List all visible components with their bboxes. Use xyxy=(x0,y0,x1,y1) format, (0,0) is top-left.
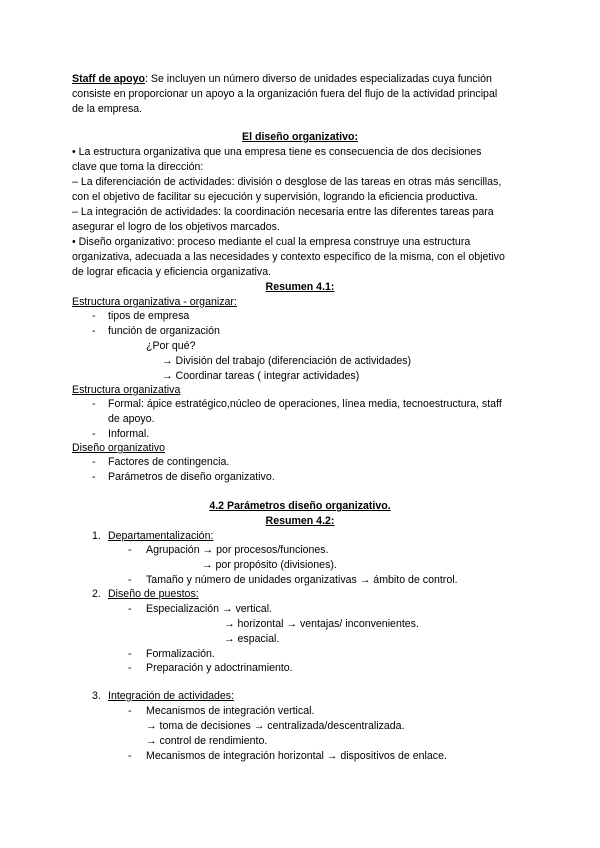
list-dash: - xyxy=(92,398,96,410)
list-item: tipos de empresa xyxy=(108,310,190,322)
mecanismos-horizontal-item: Mecanismos de integración horizontal → dispositivos de enlace. xyxy=(146,750,447,762)
list-dash: - xyxy=(128,603,132,615)
list-dash: - xyxy=(92,310,96,322)
list-item: función de organización xyxy=(108,325,220,337)
list-dash: - xyxy=(128,544,132,556)
arrow-division: → División del trabajo (diferenciación de actividades) xyxy=(162,355,412,367)
departamentalizacion-label: Departamentalización: xyxy=(108,530,214,542)
staff-term: Staff de apoyo xyxy=(72,73,145,85)
list-dash: - xyxy=(92,456,96,468)
list-dash: - xyxy=(128,662,132,674)
list-item: Parámetros de diseño organizativo. xyxy=(108,471,275,483)
agrupacion-item: Agrupación → por procesos/funciones. xyxy=(146,544,329,556)
diseno-line-4: con el objetivo de facilitar su ejecución y supervisión, logrando la eficiencia productiva. xyxy=(72,191,478,203)
toma-decisiones-item: → toma de decisiones → centralizada/descentralizada. xyxy=(146,720,405,732)
tamano-item: Tamaño y número de unidades organizativas → ámbito de control. xyxy=(146,574,458,586)
list-number-3: 3. xyxy=(92,690,101,702)
staff-line1-rest: : Se incluyen un número diverso de unidades especializadas cuya función xyxy=(145,73,492,85)
mecanismos-vertical-item: Mecanismos de integración vertical. xyxy=(146,705,315,717)
diseno-line-5: – La integración de actividades: la coordinación necesaria entre las diferentes tareas para xyxy=(72,206,494,218)
estructura-heading: Estructura organizativa xyxy=(72,384,181,396)
staff-paragraph-line-2: consiste en proporcionar un apoyo a la organización fuera del flujo de la actividad principal xyxy=(72,88,498,100)
list-item: Factores de contingencia. xyxy=(108,456,230,468)
section-42-title: 4.2 Parámetros diseño organizativo. xyxy=(209,500,391,512)
list-item-formal-cont: de apoyo. xyxy=(108,413,155,425)
integracion-label: Integración de actividades: xyxy=(108,690,235,702)
diseno-line-7: • Diseño organizativo: proceso mediante el cual la empresa construye una estructura xyxy=(72,236,471,248)
list-dash: - xyxy=(128,574,132,586)
list-dash: - xyxy=(92,428,96,440)
resumen-42-title: Resumen 4.2: xyxy=(265,515,335,527)
list-dash: - xyxy=(128,648,132,660)
list-dash: - xyxy=(128,705,132,717)
especializacion-item: Especialización → vertical. xyxy=(146,603,272,615)
diseno-heading: Diseño organizativo xyxy=(72,442,166,454)
diseno-puestos-label: Diseño de puestos: xyxy=(108,588,199,600)
staff-paragraph-line-1 xyxy=(72,73,492,86)
control-rendimiento-item: → control de rendimiento. xyxy=(146,735,268,747)
list-dash: - xyxy=(92,325,96,337)
preparacion-item: Preparación y adoctrinamiento. xyxy=(146,662,293,674)
resumen-41-title: Resumen 4.1: xyxy=(265,281,335,293)
proposito-item: → por propósito (divisiones). xyxy=(202,559,337,571)
diseno-title: El diseño organizativo: xyxy=(242,131,358,143)
list-number-2: 2. xyxy=(92,588,101,600)
list-item-formal: Formal: ápice estratégico,núcleo de operaciones, línea media, tecnoestructura, staff xyxy=(108,398,502,410)
formalizacion-item: Formalización. xyxy=(146,648,215,660)
diseno-line-6: asegurar el logro de los objetivos marcados. xyxy=(72,221,280,233)
diseno-line-2: clave que toma la dirección: xyxy=(72,161,204,173)
list-dash: - xyxy=(92,471,96,483)
list-number-1: 1. xyxy=(92,530,101,542)
list-item-informal: Informal. xyxy=(108,428,150,440)
diseno-line-1: • La estructura organizativa que una empresa tiene es consecuencia de dos decisiones xyxy=(72,146,482,158)
horizontal-item: → horizontal → ventajas/ inconvenientes. xyxy=(224,618,419,630)
diseno-line-9: de lograr eficacia y eficiencia organizativa. xyxy=(72,266,272,278)
staff-paragraph-line-3: de la empresa. xyxy=(72,103,143,115)
arrow-coordinar: → Coordinar tareas ( integrar actividades) xyxy=(162,370,360,382)
list-dash: - xyxy=(128,750,132,762)
diseno-line-3: – La diferenciación de actividades: división o desglose de las tareas en otras más sencillas, xyxy=(72,176,502,188)
estructura-organizar-heading: Estructura organizativa - organizar: xyxy=(72,296,237,308)
espacial-item: → espacial. xyxy=(224,633,280,645)
porque-text: ¿Por qué? xyxy=(146,340,196,352)
diseno-line-8: organizativa, adecuada a las necesidades y contexto específico de la misma, con el objetivo xyxy=(72,251,505,263)
